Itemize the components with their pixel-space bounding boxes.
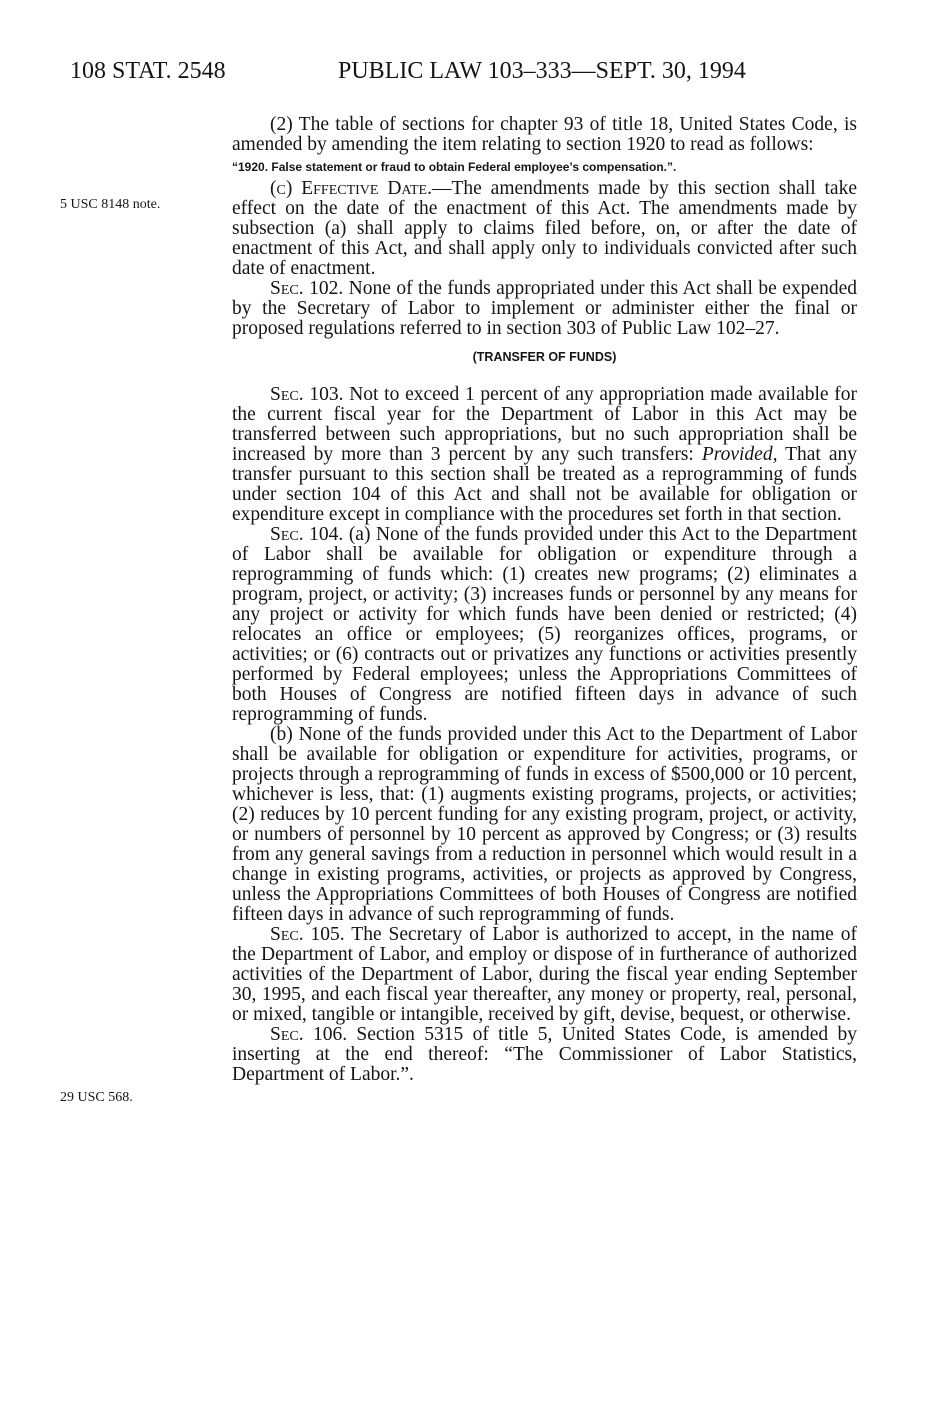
- effective-date-text: —The amendments made by this section shall take effect on the date of the enactment of this Act. The amendments made by subsection (a) shall apply to claims filed before, on, or after the date of enactment of this Act, and shall apply only to individuals convicted after such date of enactment.: [232, 178, 857, 279]
- sec-102-label: Sec. 102.: [270, 278, 344, 299]
- sec-105-text: The Secretary of Labor is authorized to accept, in the name of the Department of Labor, and employ or dispose of in furtherance of authorized activities of the Department of Labor, during the fiscal year ending September 30, 1995, and each fiscal year thereafter, any money or property, real, personal, or mixed, tangible or intangible, received by gift, devise, bequest, or otherwise.: [232, 924, 857, 1025]
- paragraph-sec-104b: (b) None of the funds provided under this Act to the Department of Labor shall be available for obligation or expenditure for activities, programs, or projects through a reprogramming of funds in excess of $500,000 or 10 percent, whichever is less, that: (1) augments existing programs, projects, or activities; (2) reduces by 10 percent funding for any existing program, project, or activity, or numbers of personnel by 10 percent as approved by Congress; or (3) results from any general savings from a reduction in personnel which would result in a change in existing programs, activities, or projects as approved by Congress, unless the Appropriations Committees of both Houses of Congress are notified fifteen days in advance of such reprogramming of funds.: [232, 724, 857, 925]
- sec-106-text: Section 5315 of title 5, United States Code, is amended by inserting at the end thereof: “The Commissioner of Labor Statistics, Department of Labor.”.: [232, 1024, 857, 1085]
- paragraph-sec-104a: [232, 525, 857, 725]
- sec-104-text: (a) None of the funds provided under this Act to the Department of Labor shall be available for obligation or expenditure through a reprogramming of funds which: (1) creates new programs; (2) eliminates a program, project, or activity; (3) increases funds or personnel by any means for any project or activity for which funds have been denied or restricted; (4) relocates an office or employees; (5) reorganizes offices, programs, or activities; or (6) contracts out or privatizes any functions or activities presently performed by Federal employees; unless the Appropriations Committees of both Houses of Congress are notified fifteen days in advance of such reprogramming of funds.: [232, 524, 857, 725]
- sec-103-text-a: Not to exceed 1 percent of any appropriation made available for the current fiscal year for the Department of Labor in this Act may be transferred between such appropriations, but no such appropriation shall be increased by more than 3 percent by any such transfers:: [232, 384, 857, 465]
- stat-page-number: 108 STAT. 2548: [70, 58, 226, 84]
- paragraph-sec-102: [232, 279, 857, 339]
- sec-105-label: Sec. 105.: [270, 924, 345, 945]
- main-text-column: [232, 115, 857, 1085]
- paragraph-effective-date: [232, 179, 857, 279]
- paragraph-table-of-sections: (2) The table of sections for chapter 93 of title 18, United States Code, is amended by amending the item relating to section 1920 to read as follows:: [232, 114, 857, 155]
- margin-note-29-usc-568: 29 USC 568.: [60, 1090, 133, 1105]
- sec-106-label: Sec. 106.: [270, 1024, 348, 1045]
- sec-104-label: Sec. 104.: [270, 524, 344, 545]
- running-header: [70, 58, 870, 88]
- item-1920: “1920. False statement or fraud to obtain Federal employee’s compensation.”.: [232, 160, 677, 174]
- sec-103-text-b: That any transfer pursuant to this section shall be treated as a reprogramming of funds under section 104 of this Act and shall not be available for obligation or expenditure except in compliance with the procedures set forth in that section.: [232, 444, 857, 525]
- effective-date-label: (c) Effective Date.: [270, 178, 432, 199]
- margin-note-5-usc-8148: 5 USC 8148 note.: [60, 197, 161, 212]
- paragraph-sec-103: [232, 385, 857, 525]
- paragraph-sec-106: [232, 1025, 857, 1085]
- paragraph-sec-105: [232, 925, 857, 1025]
- sec-102-text: None of the funds appropriated under this Act shall be expended by the Secretary of Labor to implement or administer either the final or proposed regulations referred to in section 303 of Public Law 102–27.: [232, 278, 857, 339]
- sec-103-label: Sec. 103.: [270, 384, 344, 405]
- sec-103-provided: Provided,: [701, 444, 778, 465]
- public-law-title: PUBLIC LAW 103–333—SEPT. 30, 1994: [338, 58, 746, 84]
- transfer-of-funds-heading: (TRANSFER OF FUNDS): [472, 350, 617, 364]
